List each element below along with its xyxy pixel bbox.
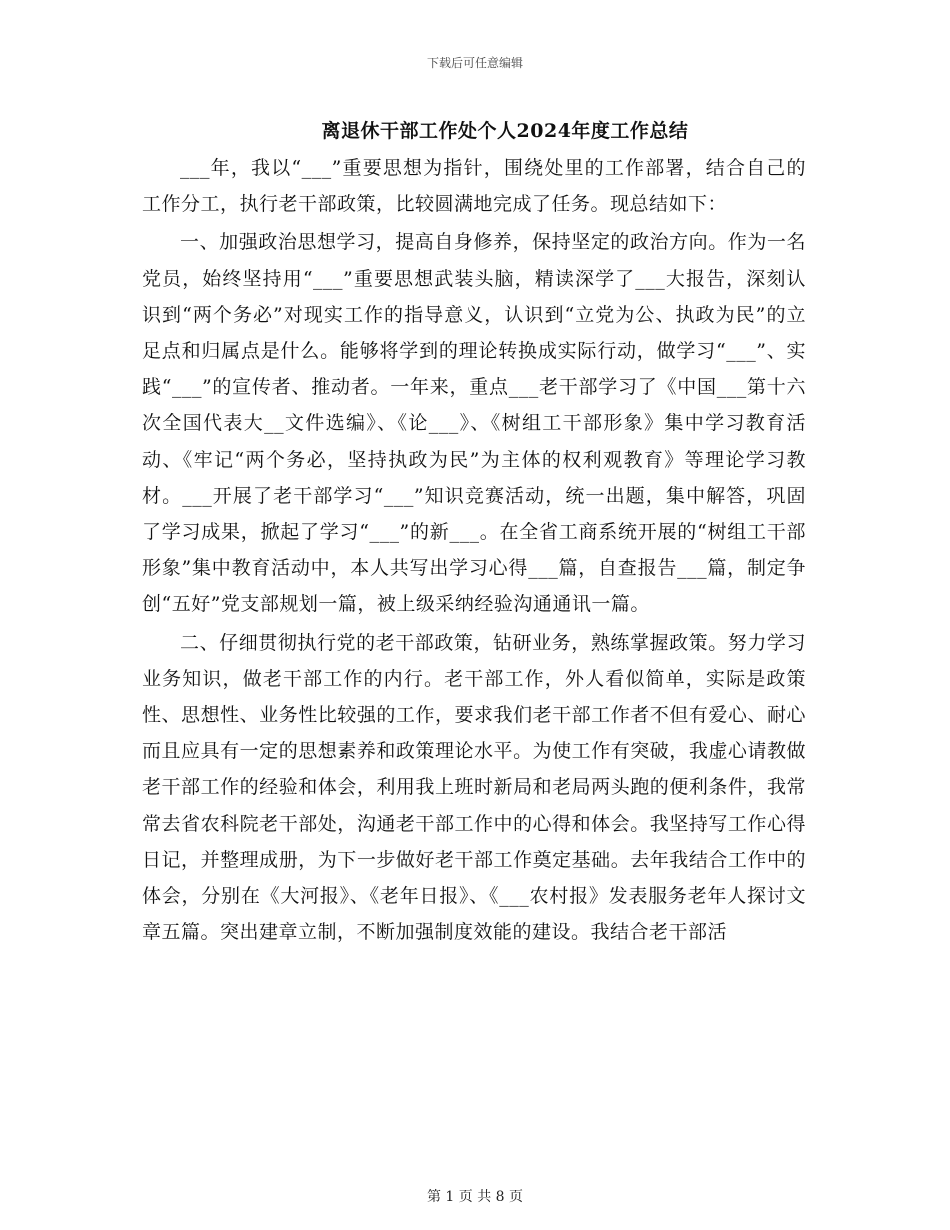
document-body bbox=[142, 150, 806, 950]
paragraph-intro: ___年，我以“___”重要思想为指针，围绕处里的工作部署，结合自己的工作分工，执行老干部政策，比较圆满地完成了任务。现总结如下： bbox=[142, 157, 806, 216]
paragraph-section-1: 一、加强政治思想学习，提高自身修养，保持坚定的政治方向。作为一名党员，始终坚持用“___”重要思想武装头脑，精读深学了___大报告，深刻认识到“两个务必”对现实工作的指导意义，认识到“立党为公、执政为民”的立足点和归属点是什么。能够将学到的理论转换成实际行动，做学习“___”、实践“___”的宣传者、推动者。一年来，重点___老干部学习了《中国___第十六次全国代表大__文件选编》、《论___》、《树组工干部形象》集中学习教育活动、《牢记“两个务必，坚持执政为民”为主体的权利观教育》等理论学习教材。___开展了老干部学习“___”知识竞赛活动，统一出题，集中解答，巩固了学习成果，掀起了学习“___”的新___。在全省工商系统开展的“树组工干部形象”集中教育活动中，本人共写出学习心得___篇，自查报告___篇，制定争创“五好”党支部规划一篇，被上级采纳经验沟通通讯一篇。 bbox=[142, 231, 806, 616]
document-title: 离退休干部工作处个人2024年度工作总结 bbox=[321, 120, 689, 142]
header-note: 下载后可任意编辑 bbox=[426, 56, 523, 70]
page-footer: 第 1 页 共 8 页 bbox=[426, 1189, 524, 1205]
paragraph-section-2: 二、仔细贯彻执行党的老干部政策，钻研业务，熟练掌握政策。努力学习业务知识，做老干部工作的内行。老干部工作，外人看似简单，实际是政策性、思想性、业务性比较强的工作，要求我们老干部工作者不但有爱心、耐心而且应具有一定的思想素养和政策理论水平。为使工作有突破，我虚心请教做老干部工作的经验和体会，利用我上班时新局和老局两头跑的便利条件，我常常去省农科院老干部处，沟通老干部工作中的心得和体会。我坚持写工作心得日记，并整理成册，为下一步做好老干部工作奠定基础。去年我结合工作中的体会，分别在《大河报》、《老年日报》、《___农村报》发表服务老年人探讨文章五篇。突出建章立制，不断加强制度效能的建设。我结合老干部活 bbox=[142, 631, 806, 944]
